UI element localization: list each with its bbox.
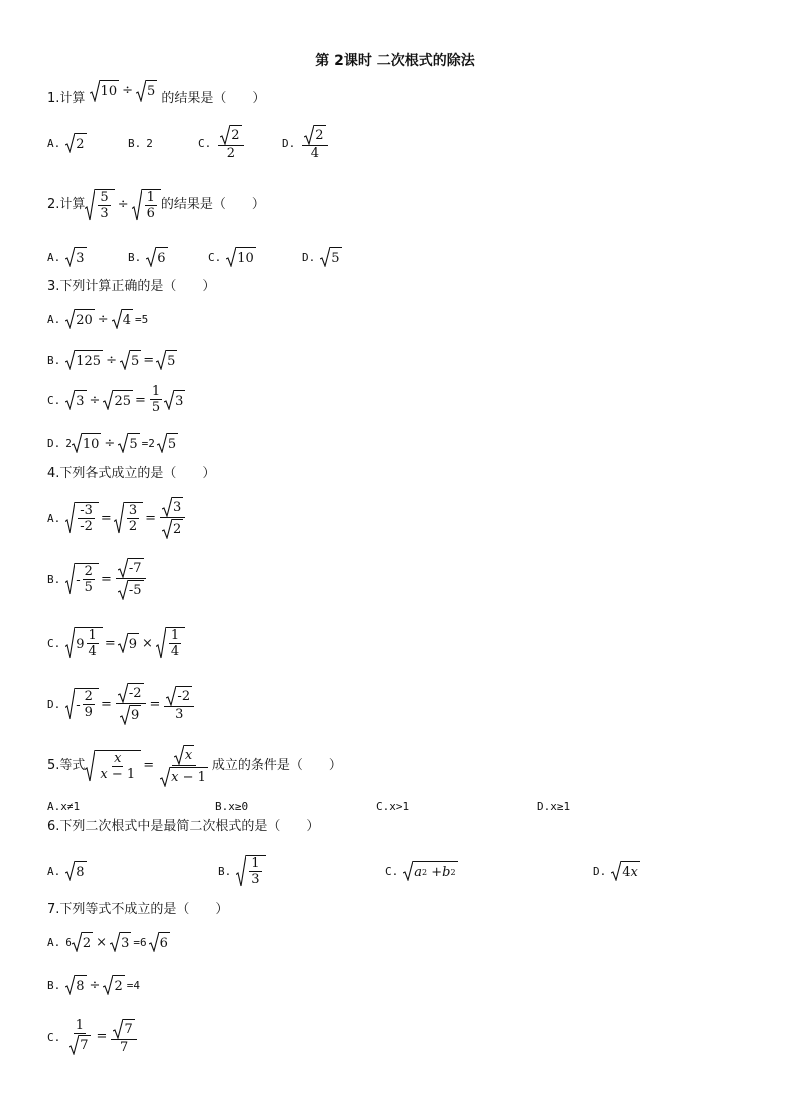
q7-option-c[interactable]: C. $\frac{1}{7}$ = $\frac{7}{7}$ xyxy=(47,1014,139,1060)
q5-option-b[interactable]: B.x≥0 xyxy=(215,799,249,813)
q6-option-a[interactable]: A. 8 xyxy=(47,848,87,894)
q4-option-d[interactable]: D. - $\frac{2}{9}$ = $\frac{-2}{9}$ = $\frac{-2}{3}$ xyxy=(47,681,196,727)
question-5-stem: 5.等式 x x − 1 = x x − 1 成立的条件是（ ） xyxy=(47,742,342,790)
q6-option-b[interactable]: B. $\frac{1}{3}$ xyxy=(218,848,266,894)
q5-option-c[interactable]: C.x>1 xyxy=(376,799,410,813)
q2-option-a[interactable]: A. 3 xyxy=(47,237,87,277)
q7-option-a[interactable]: A. 6 2 × 3 =6 6 xyxy=(47,922,170,962)
q3-option-c[interactable]: C. 3 ÷ 25 = $\frac{1}{5}$ 3 xyxy=(47,383,184,415)
q1-option-a[interactable]: A. 2 xyxy=(47,123,87,163)
q1-option-d[interactable]: D. $\frac{2}{4}$ xyxy=(282,123,330,163)
question-2-stem: 2.计算 $\frac{5}{3}$ ÷ $\frac{1}{6}$ 的结果是（ ） xyxy=(47,184,265,226)
q1-expression: 10 ÷ 5 xyxy=(90,80,158,102)
q3-option-b[interactable]: B. 125 ÷ 5 = 5 xyxy=(47,340,177,380)
question-7-stem: 7.下列等式不成立的是（ ） xyxy=(47,902,229,917)
q3-option-a[interactable]: A. 20 ÷ 4 =5 xyxy=(47,299,150,339)
question-1-stem: 1.计算 10 ÷ 5 的结果是（ ） xyxy=(47,80,265,100)
q5-option-d[interactable]: D.x≥1 xyxy=(537,799,571,813)
q2-expression: $\frac{5}{3}$ ÷ $\frac{1}{6}$ xyxy=(85,184,160,226)
q6-option-c[interactable]: C. a 2 + b 2 xyxy=(385,848,458,894)
question-3-stem: 3.下列计算正确的是（ ） xyxy=(47,279,216,294)
q2-option-c[interactable]: C. 10 xyxy=(208,237,256,277)
q4-option-b[interactable]: B. - $\frac{2}{5}$ = $\frac{-7}{-5}$ xyxy=(47,556,148,602)
q6-option-d[interactable]: D. 4 x xyxy=(593,848,640,894)
q1-option-b[interactable]: B. 2 xyxy=(128,136,153,150)
page-title: 第 2课时 二次根式的除法 xyxy=(315,53,475,69)
q2-option-b[interactable]: B. 6 xyxy=(128,237,168,277)
q5-option-a[interactable]: A.x≠1 xyxy=(47,799,81,813)
q4-option-c[interactable]: C. 9 $\frac{1}{4}$ = 9 × $\frac{1}{4}$ xyxy=(47,620,185,666)
q3-option-d[interactable]: D. 2 10 ÷ 5 =2 5 xyxy=(47,423,178,463)
q5-expression: x x − 1 = x x − 1 xyxy=(85,745,211,787)
q7-option-b[interactable]: B. 8 ÷ 2 =4 xyxy=(47,965,142,1005)
q1-option-c[interactable]: C. $\frac{2}{2}$ xyxy=(198,123,246,163)
q2-option-d[interactable]: D. 5 xyxy=(302,237,342,277)
q4-option-a[interactable]: A. $\frac{-3}{-2}$ = $\frac{3}{2}$ = $\frac{3}{2}$ xyxy=(47,495,187,541)
question-4-stem: 4.下列各式成立的是（ ） xyxy=(47,466,216,481)
question-6-stem: 6.下列二次根式中是最简二次根式的是（ ） xyxy=(47,819,320,834)
